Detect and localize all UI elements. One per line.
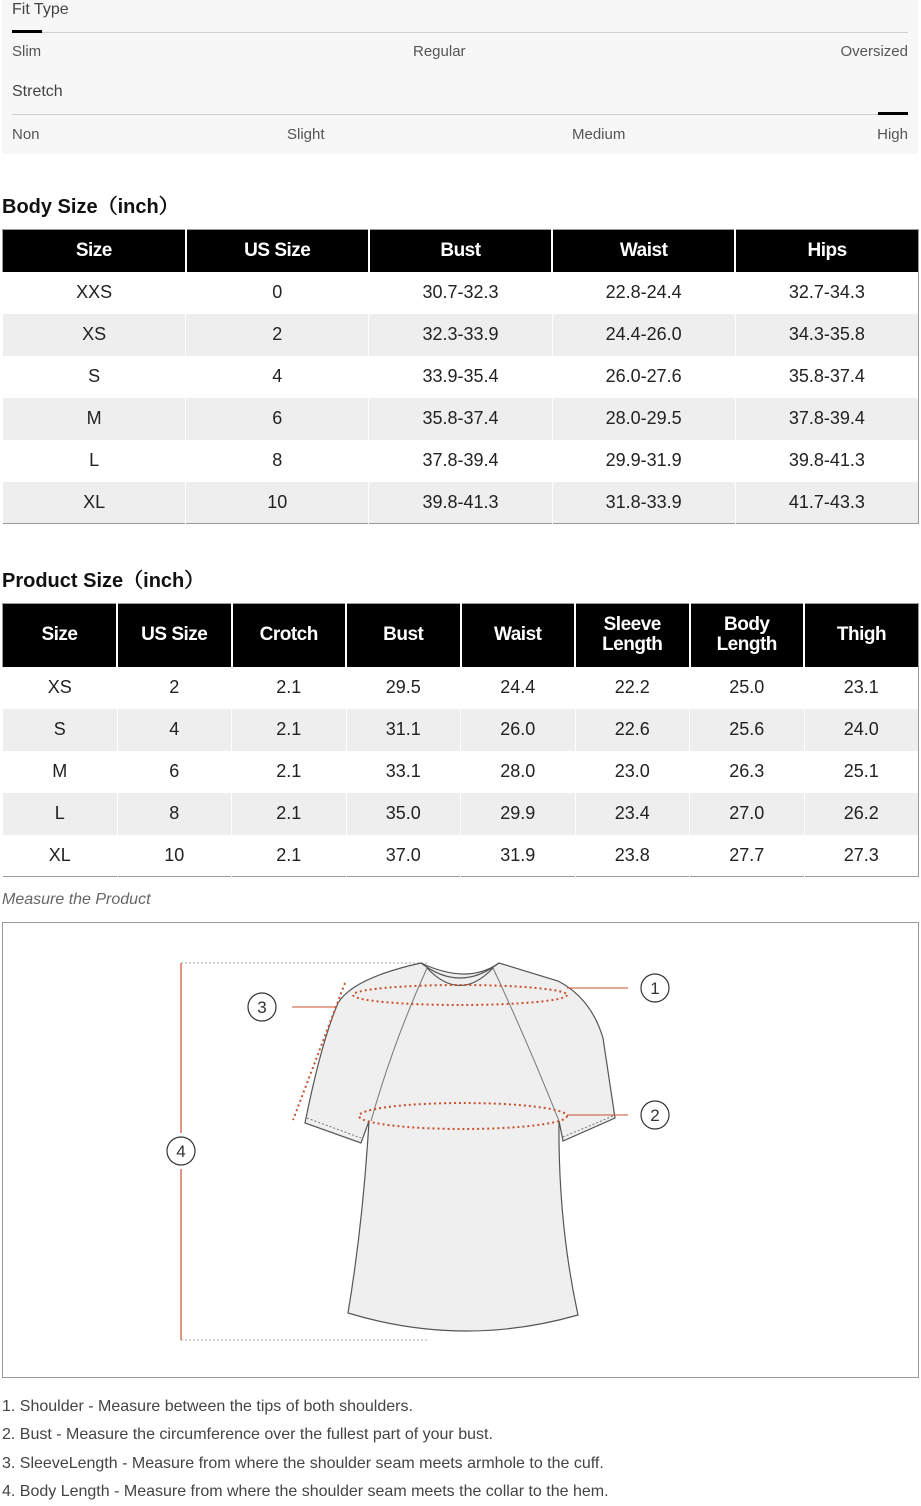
- measure-notes: [2, 1393, 609, 1506]
- product-size-header-cell: [461, 604, 576, 667]
- marker-2-label: 2: [650, 1106, 660, 1125]
- product-size-header-text: Waist: [494, 624, 542, 646]
- stretch-option-non: Non: [12, 126, 40, 143]
- body-size-cell: 29.9-31.9: [552, 440, 735, 482]
- product-size-cell: 31.1: [346, 709, 461, 751]
- product-size-header-text: Thigh: [836, 624, 887, 646]
- body-size-cell: 34.3-35.8: [735, 314, 918, 356]
- body-size-cell: 30.7-32.3: [369, 272, 552, 314]
- body-size-cell: L: [3, 440, 186, 482]
- body-size-header-cell: [552, 230, 735, 272]
- fit-type-option-oversized: Oversized: [840, 43, 908, 60]
- product-size-cell: 6: [117, 751, 232, 793]
- body-size-cell: 10: [186, 482, 369, 524]
- product-size-cell: 28.0: [461, 751, 576, 793]
- garment-illustration: [3, 923, 918, 1377]
- product-size-header-text: Bust: [383, 624, 424, 646]
- product-size-header-cell: [690, 604, 805, 667]
- body-size-cell: 41.7-43.3: [735, 482, 918, 524]
- product-size-cell: 22.6: [575, 709, 690, 751]
- product-size-header-text: Size: [41, 624, 78, 646]
- body-size-cell: 26.0-27.6: [552, 356, 735, 398]
- body-size-row: [3, 356, 919, 398]
- body-size-header-text: Hips: [807, 239, 847, 261]
- product-size-cell: 24.0: [804, 709, 919, 751]
- body-size-header-cell: [735, 230, 918, 272]
- body-size-cell: 6: [186, 398, 369, 440]
- body-size-header-cell: [369, 230, 552, 272]
- product-size-cell: L: [3, 793, 118, 835]
- body-size-row: [3, 314, 919, 356]
- body-size-cell: 0: [186, 272, 369, 314]
- product-size-cell: XL: [3, 835, 118, 877]
- note-bust: 2. Bust - Measure the circumference over the fullest part of your bust.: [2, 1426, 493, 1444]
- product-size-cell: 4: [117, 709, 232, 751]
- marker-4: [167, 1137, 195, 1165]
- measure-caption: Measure the Product: [2, 891, 151, 908]
- marker-3: [248, 993, 276, 1021]
- marker-3-label: 3: [257, 998, 267, 1017]
- marker-1: [641, 974, 669, 1002]
- product-size-cell: 33.1: [346, 751, 461, 793]
- product-size-cell: 27.3: [804, 835, 919, 877]
- product-size-cell: 10: [117, 835, 232, 877]
- body-size-cell: 39.8-41.3: [369, 482, 552, 524]
- fit-type-option-slim: Slim: [12, 43, 42, 60]
- product-size-header-text: Body: [724, 614, 770, 636]
- product-size-cell: 31.9: [461, 835, 576, 877]
- body-size-cell: 32.7-34.3: [735, 272, 918, 314]
- body-size-cell: XXS: [3, 272, 186, 314]
- product-size-cell: 22.2: [575, 667, 690, 709]
- fit-panel: [2, 0, 918, 154]
- product-size-cell: 25.1: [804, 751, 919, 793]
- product-size-cell: 23.1: [804, 667, 919, 709]
- marker-4-label: 4: [176, 1142, 186, 1161]
- product-size-header-text: US Size: [141, 624, 208, 646]
- body-size-header-text: US Size: [244, 239, 311, 261]
- product-size-cell: 25.6: [690, 709, 805, 751]
- product-size-header-cell: [3, 604, 118, 667]
- product-size-cell: 2.1: [232, 751, 347, 793]
- body-size-cell: XL: [3, 482, 186, 524]
- body-size-cell: M: [3, 398, 186, 440]
- product-size-row: [3, 835, 919, 877]
- body-size-cell: 37.8-39.4: [369, 440, 552, 482]
- body-size-title: Body Size（inch）: [2, 196, 179, 218]
- stretch-option-slight: Slight: [287, 126, 325, 143]
- body-size-cell: XS: [3, 314, 186, 356]
- body-size-cell: 2: [186, 314, 369, 356]
- measure-diagram: [2, 922, 919, 1378]
- body-size-row: [3, 398, 919, 440]
- product-size-cell: 23.0: [575, 751, 690, 793]
- fit-type-track: [12, 32, 908, 33]
- product-size-cell: XS: [3, 667, 118, 709]
- marker-2: [641, 1101, 669, 1129]
- product-size-header-text: Length: [716, 634, 777, 656]
- product-size-header-cell: [575, 604, 690, 667]
- body-size-cell: 8: [186, 440, 369, 482]
- note-sleeve-length: 3. SleeveLength - Measure from where the shoulder seam meets armhole to the cuff.: [2, 1454, 604, 1472]
- body-size-row: [3, 440, 919, 482]
- body-size-row: [3, 482, 919, 524]
- stretch-indicator: [878, 112, 908, 115]
- product-size-row: [3, 751, 919, 793]
- product-size-cell: 26.3: [690, 751, 805, 793]
- body-size-cell: 35.8-37.4: [735, 356, 918, 398]
- product-size-cell: 26.2: [804, 793, 919, 835]
- product-size-cell: 25.0: [690, 667, 805, 709]
- body-size-cell: 24.4-26.0: [552, 314, 735, 356]
- body-size-cell: 39.8-41.3: [735, 440, 918, 482]
- product-size-header-cell: [804, 604, 919, 667]
- product-size-cell: 26.0: [461, 709, 576, 751]
- product-size-header-text: Length: [602, 634, 663, 656]
- product-size-cell: 8: [117, 793, 232, 835]
- note-body-length: 4. Body Length - Measure from where the shoulder seam meets the collar to the hem.: [2, 1482, 609, 1500]
- product-size-cell: 35.0: [346, 793, 461, 835]
- body-size-row: [3, 272, 919, 314]
- product-size-cell: 2.1: [232, 793, 347, 835]
- product-size-cell: M: [3, 751, 118, 793]
- body-size-cell: S: [3, 356, 186, 398]
- body-size-cell: 32.3-33.9: [369, 314, 552, 356]
- tshirt-shape: [305, 963, 615, 1331]
- product-size-cell: 2.1: [232, 835, 347, 877]
- product-size-header-cell: [346, 604, 461, 667]
- product-size-header-text: Crotch: [259, 624, 318, 646]
- body-size-header-text: Waist: [619, 239, 668, 261]
- body-size-cell: 28.0-29.5: [552, 398, 735, 440]
- product-size-header-cell: [117, 604, 232, 667]
- product-size-row: [3, 709, 919, 751]
- body-size-cell: 35.8-37.4: [369, 398, 552, 440]
- product-size-header-cell: [232, 604, 347, 667]
- product-size-cell: 2.1: [232, 709, 347, 751]
- product-size-cell: 23.4: [575, 793, 690, 835]
- body-size-table: [2, 229, 919, 524]
- product-size-cell: 29.9: [461, 793, 576, 835]
- body-size-cell: 4: [186, 356, 369, 398]
- body-size-cell: 37.8-39.4: [735, 398, 918, 440]
- body-size-cell: 33.9-35.4: [369, 356, 552, 398]
- body-size-header-cell: [3, 230, 186, 272]
- product-size-cell: 23.8: [575, 835, 690, 877]
- product-size-cell: 27.0: [690, 793, 805, 835]
- product-size-cell: 2.1: [232, 667, 347, 709]
- product-size-title: Product Size（inch）: [2, 570, 205, 592]
- product-size-cell: 37.0: [346, 835, 461, 877]
- body-size-cell: 22.8-24.4: [552, 272, 735, 314]
- body-size-cell: 31.8-33.9: [552, 482, 735, 524]
- body-size-header-text: Size: [75, 239, 112, 261]
- body-size-header-cell: [186, 230, 369, 272]
- product-size-row: [3, 667, 919, 709]
- product-size-cell: 27.7: [690, 835, 805, 877]
- product-size-cell: 24.4: [461, 667, 576, 709]
- fit-type-option-regular: Regular: [413, 43, 466, 60]
- product-size-cell: 2: [117, 667, 232, 709]
- stretch-track: [12, 114, 908, 115]
- stretch-option-high: High: [877, 126, 908, 143]
- product-size-cell: 29.5: [346, 667, 461, 709]
- marker-1-label: 1: [650, 979, 660, 998]
- note-shoulder: 1. Shoulder - Measure between the tips of both shoulders.: [2, 1398, 413, 1415]
- body-size-header-text: Bust: [440, 239, 481, 261]
- stretch-option-medium: Medium: [572, 126, 626, 143]
- product-size-table: [2, 603, 919, 877]
- product-size-row: [3, 793, 919, 835]
- fit-type-label: Fit Type: [12, 1, 69, 18]
- stretch-label: Stretch: [12, 83, 63, 100]
- product-size-cell: S: [3, 709, 118, 751]
- fit-type-indicator: [12, 30, 42, 33]
- product-size-header-text: Sleeve: [603, 614, 661, 636]
